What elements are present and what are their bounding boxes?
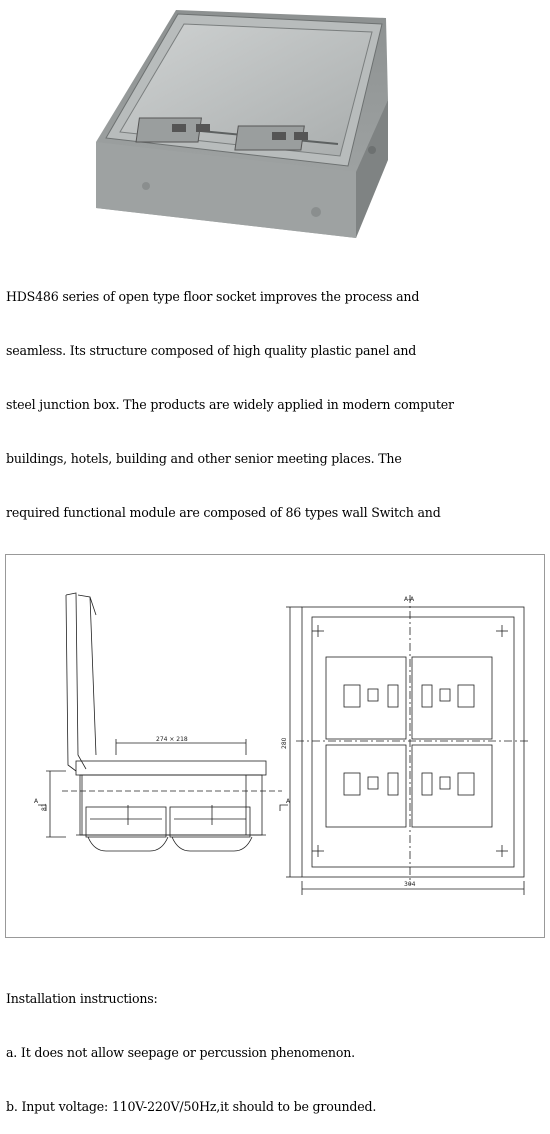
plan-height-dimension: 280 <box>281 737 288 749</box>
floor-socket-box-photo-icon <box>86 0 430 246</box>
section-mark-right: A <box>286 798 291 805</box>
plan-title: A-A <box>404 596 415 603</box>
installation-heading: Installation instructions: <box>6 991 158 1006</box>
technical-drawing-svg <box>6 555 544 937</box>
section-mark-left: A <box>34 798 39 805</box>
description-line: HDS486 series of open type floor socket improves the process and <box>6 289 420 304</box>
section-dimension-label: 274 × 218 <box>156 736 188 743</box>
description-line: required functional module are composed of 86 types wall Switch and <box>6 505 441 520</box>
plan-width-dimension: 304 <box>404 881 416 888</box>
side-dimension-label: 81 <box>41 803 48 811</box>
product-photo <box>86 0 430 246</box>
technical-drawing <box>5 554 545 938</box>
plan-view <box>286 595 530 895</box>
installation-item: a. It does not allow seepage or percussion phenomenon. <box>6 1045 355 1060</box>
section-view <box>38 593 288 851</box>
installation-item: b. Input voltage: 110V-220V/50Hz,it should to be grounded. <box>6 1099 377 1114</box>
description-line: buildings, hotels, building and other senior meeting places. The <box>6 451 402 466</box>
description-line: seamless. Its structure composed of high quality plastic panel and <box>6 343 417 358</box>
description-line: steel junction box. The products are widely applied in modern computer <box>6 397 454 412</box>
